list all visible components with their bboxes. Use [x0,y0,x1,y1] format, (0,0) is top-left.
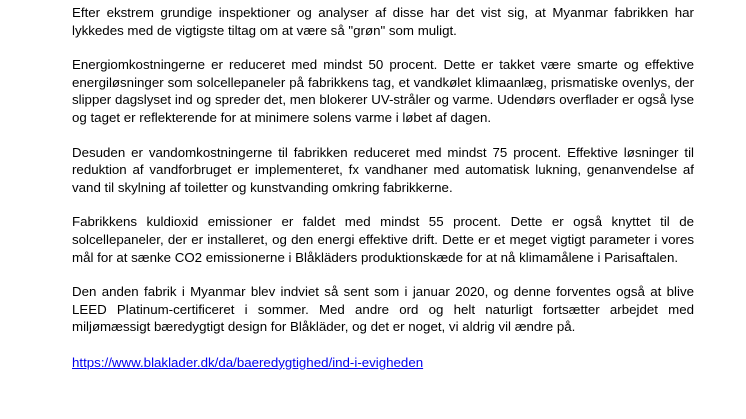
document-body [72,4,694,372]
paragraph-second-factory: Den anden fabrik i Myanmar blev indviet så sent som i januar 2020, og denne forventes også at blive LEED Platinum-certificeret i sommer. Med andre ord og helt naturligt fortsætter arbejdet med miljømæssigt bæredygtigt design for Blåkläder, og det er noget, vi aldrig vil ændre på. [72,284,694,335]
paragraph-water: Desuden er vandomkostningerne til fabrikken reduceret med mindst 75 procent. Effektive løsninger til reduktion af vandforbruget er implementeret, fx vandhaner med automatisk lukning, genanvendelse af vand til skylning af toiletter og kunstvanding omkring fabrikkerne. [72,144,694,195]
paragraph-intro: Efter ekstrem grundige inspektioner og analyser af disse har det vist sig, at Myanmar fabrikken har lykkedes med de vigtigste tiltag om at være så "grøn" som muligt. [72,5,694,38]
sustainability-link[interactable]: https://www.blaklader.dk/da/baeredygtighed/ind-i-evigheden [72,354,424,370]
paragraph-energy: Energiomkostningerne er reduceret med mindst 50 procent. Dette er takket være smarte og effektive energiløsninger som solcellepaneler på fabrikkens tag, et vandkølet klimaanlæg, prismatiske ovenlys, der slipper dagslyset ind og spreder det, men blokerer UV-stråler og varme. Udendørs overflader er også lyse og taget er reflekterende for at minimere solens varme i løbet af dagen. [72,57,694,125]
paragraph-emissions: Fabrikkens kuldioxid emissioner er faldet med mindst 55 procent. Dette er også knyttet til de solcellepaneler, der er installeret, og den energi effektive drift. Dette er et meget vigtigt parameter i vores mål for at sænke CO2 emissionerne i Blåkläders produktionskæde for at nå klimamålene i Parisaftalen. [72,214,694,265]
